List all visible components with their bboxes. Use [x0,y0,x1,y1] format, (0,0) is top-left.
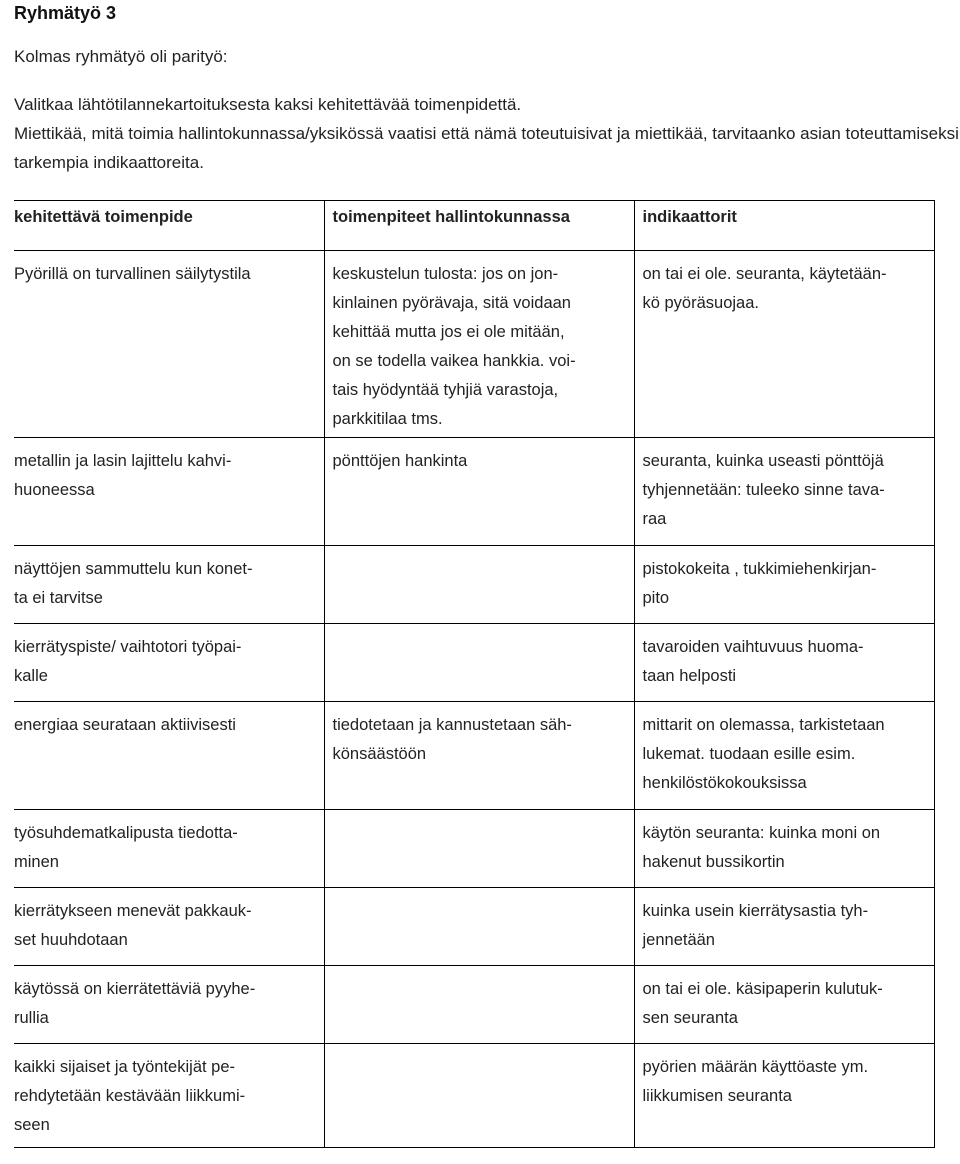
header-indikaattorit: indikaattorit [634,201,934,251]
table-cell-indikaattorit: on tai ei ole. seuranta, käytetään- kö pyöräsuojaa. [634,251,934,438]
document-heading: Ryhmätyö 3 [14,3,117,23]
table-cell-toimenpiteet: tiedotetaan ja kannustetaan säh- könsäästöön [324,702,634,810]
table-cell-indikaattorit: pyörien määrän käyttöaste ym. liikkumisen seuranta [634,1044,934,1148]
header-toimenpiteet: toimenpiteet hallintokunnassa [324,201,634,251]
table-cell-toimenpiteet: keskustelun tulosta: jos on jon- kinlainen pyörävaja, sitä voidaan kehittää mutta jos ei ole mitään, on se todella vaikea hankkia. voi- tais hyödyntää tyhjiä varastoja, parkkitilaa tms. [324,251,634,438]
table-row [14,888,934,966]
table-cell-toimenpiteet [324,966,634,1044]
table-row [14,251,934,438]
table-cell-indikaattorit: käytön seuranta: kuinka moni on hakenut bussikortin [634,810,934,888]
table-row [14,966,934,1044]
table-row [14,702,934,810]
table-cell-toimenpiteet [324,624,634,702]
table-cell-toimenpiteet [324,888,634,966]
table-cell-toimenpide: energiaa seurataan aktiivisesti [14,702,324,810]
table-cell-indikaattorit: tavaroiden vaihtuvuus huoma- taan helposti [634,624,934,702]
table-cell-toimenpiteet [324,810,634,888]
table-cell-toimenpide: näyttöjen sammuttelu kun konet- ta ei tarvitse [14,546,324,624]
table-cell-toimenpide: metallin ja lasin lajittelu kahvi- huoneessa [14,438,324,546]
table-cell-indikaattorit: kuinka usein kierrätysastia tyh- jennetään [634,888,934,966]
table-cell-indikaattorit: mittarit on olemassa, tarkistetaan lukemat. tuodaan esille esim. henkilöstökokouksissa [634,702,934,810]
table-cell-toimenpiteet: pönttöjen hankinta [324,438,634,546]
table-row [14,438,934,546]
table-row [14,810,934,888]
table-cell-toimenpide: kierrätykseen menevät pakkauk- set huuhdotaan [14,888,324,966]
table-row [14,1044,934,1148]
table-cell-toimenpide: kierrätyspiste/ vaihtotori työpai- kalle [14,624,324,702]
table-cell-toimenpiteet [324,546,634,624]
table-cell-toimenpiteet [324,1044,634,1148]
table-cell-toimenpide: käytössä on kierrätettäviä pyyhe- rullia [14,966,324,1044]
instructions-text: Valitkaa lähtötilannekartoituksesta kaksi kehitettävää toimenpidettä. Miettikää, mitä toimia hallintokunnassa/yksikössä vaatisi että nämä toteutuisivat ja miettikää, tarvitaanko asian toteuttamiseksi tarkempia indikaattoreita. [14,95,959,172]
table-cell-toimenpide: Pyörillä on turvallinen säilytystila [14,251,324,438]
table-row [14,546,934,624]
table-cell-toimenpide: kaikki sijaiset ja työntekijät pe- rehdytetään kestävään liikkumi- seen [14,1044,324,1148]
table-row [14,624,934,702]
table-cell-toimenpide: työsuhdematkalipusta tiedotta- minen [14,810,324,888]
table-header-row [14,201,934,251]
development-table [14,200,935,1148]
table-cell-indikaattorit: seuranta, kuinka useasti pönttöjä tyhjennetään: tuleeko sinne tava- raa [634,438,934,546]
table-cell-indikaattorit: pistokokeita , tukkimiehenkirjan- pito [634,546,934,624]
header-kehitettava-toimenpide: kehitettävä toimenpide [14,201,324,251]
table-cell-indikaattorit: on tai ei ole. käsipaperin kulutuk- sen seuranta [634,966,934,1044]
intro-text: Kolmas ryhmätyö oli parityö: [14,47,228,66]
